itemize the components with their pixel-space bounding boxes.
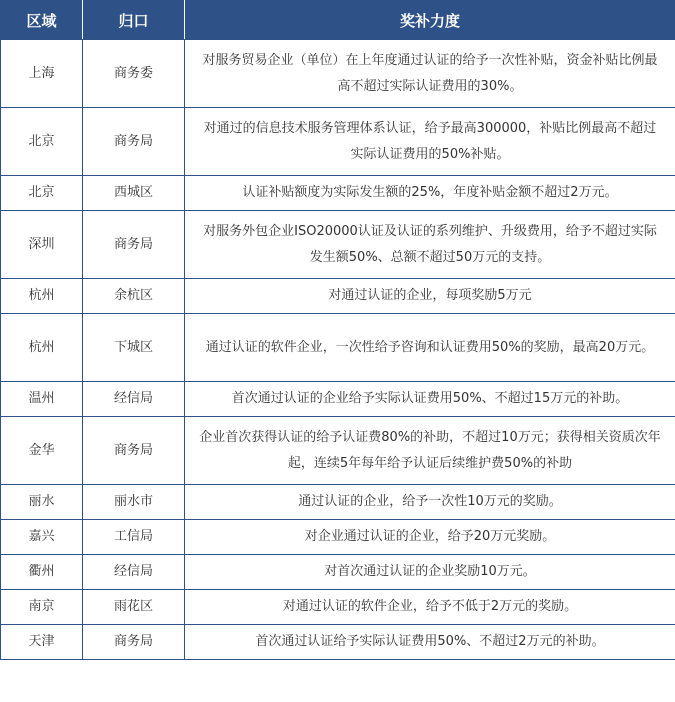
cell-subsidy: 对通过的信息技术服务管理体系认证，给予最高300000，补贴比例最高不超过实际认证费用的50%补贴。 [185, 108, 675, 176]
header-subsidy: 奖补力度 [185, 1, 675, 40]
cell-region: 南京 [1, 590, 83, 625]
cell-subsidy: 对服务贸易企业（单位）在上年度通过认证的给予一次性补贴，资金补贴比例最高不超过实际认证费用的30%。 [185, 40, 675, 108]
table-row [1, 485, 675, 520]
header-row [1, 1, 675, 40]
cell-region: 北京 [1, 108, 83, 176]
table-row [1, 555, 675, 590]
cell-subsidy: 企业首次获得认证的给予认证费80%的补助，不超过10万元；获得相关资质次年起，连续5年每年给予认证后续维护费50%的补助 [185, 417, 675, 485]
cell-authority: 商务局 [83, 108, 185, 176]
cell-authority: 西城区 [83, 176, 185, 211]
cell-authority: 经信局 [83, 382, 185, 417]
cell-authority: 商务委 [83, 40, 185, 108]
table-row [1, 382, 675, 417]
cell-subsidy: 认证补贴额度为实际发生额的25%，年度补贴金额不超过2万元。 [185, 176, 675, 211]
cell-subsidy: 通过认证的企业，给予一次性10万元的奖励。 [185, 485, 675, 520]
table-row [1, 314, 675, 382]
cell-subsidy: 对首次通过认证的企业奖励10万元。 [185, 555, 675, 590]
table-body [1, 40, 675, 660]
header-authority: 归口 [83, 1, 185, 40]
table-row [1, 176, 675, 211]
cell-subsidy: 对通过认证的软件企业，给予不低于2万元的奖励。 [185, 590, 675, 625]
cell-authority: 余杭区 [83, 279, 185, 314]
cell-authority: 下城区 [83, 314, 185, 382]
cell-region: 上海 [1, 40, 83, 108]
cell-subsidy: 首次通过认证的企业给予实际认证费用50%、不超过15万元的补助。 [185, 382, 675, 417]
table-row [1, 417, 675, 485]
table-header [1, 1, 675, 40]
cell-region: 深圳 [1, 211, 83, 279]
table-row [1, 625, 675, 660]
cell-region: 金华 [1, 417, 83, 485]
cell-region: 杭州 [1, 314, 83, 382]
cell-authority: 雨花区 [83, 590, 185, 625]
table-row [1, 211, 675, 279]
cell-region: 温州 [1, 382, 83, 417]
cell-authority: 商务局 [83, 625, 185, 660]
cell-authority: 商务局 [83, 211, 185, 279]
cell-authority: 商务局 [83, 417, 185, 485]
cell-subsidy: 通过认证的软件企业，一次性给予咨询和认证费用50%的奖励，最高20万元。 [185, 314, 675, 382]
cell-region: 天津 [1, 625, 83, 660]
table-row [1, 590, 675, 625]
cell-region: 丽水 [1, 485, 83, 520]
cell-region: 嘉兴 [1, 520, 83, 555]
table-row [1, 520, 675, 555]
table-row [1, 279, 675, 314]
cell-subsidy: 对通过认证的企业，每项奖励5万元 [185, 279, 675, 314]
cell-region: 衢州 [1, 555, 83, 590]
table-row [1, 108, 675, 176]
cell-authority: 经信局 [83, 555, 185, 590]
cell-region: 杭州 [1, 279, 83, 314]
cell-subsidy: 对企业通过认证的企业，给予20万元奖励。 [185, 520, 675, 555]
cell-subsidy: 对服务外包企业ISO20000认证及认证的系列维护、升级费用，给予不超过实际发生额50%、总额不超过50万元的支持。 [185, 211, 675, 279]
cell-subsidy: 首次通过认证给予实际认证费用50%、不超过2万元的补助。 [185, 625, 675, 660]
cell-authority: 丽水市 [83, 485, 185, 520]
cell-region: 北京 [1, 176, 83, 211]
header-region: 区域 [1, 1, 83, 40]
table-row [1, 40, 675, 108]
cell-authority: 工信局 [83, 520, 185, 555]
